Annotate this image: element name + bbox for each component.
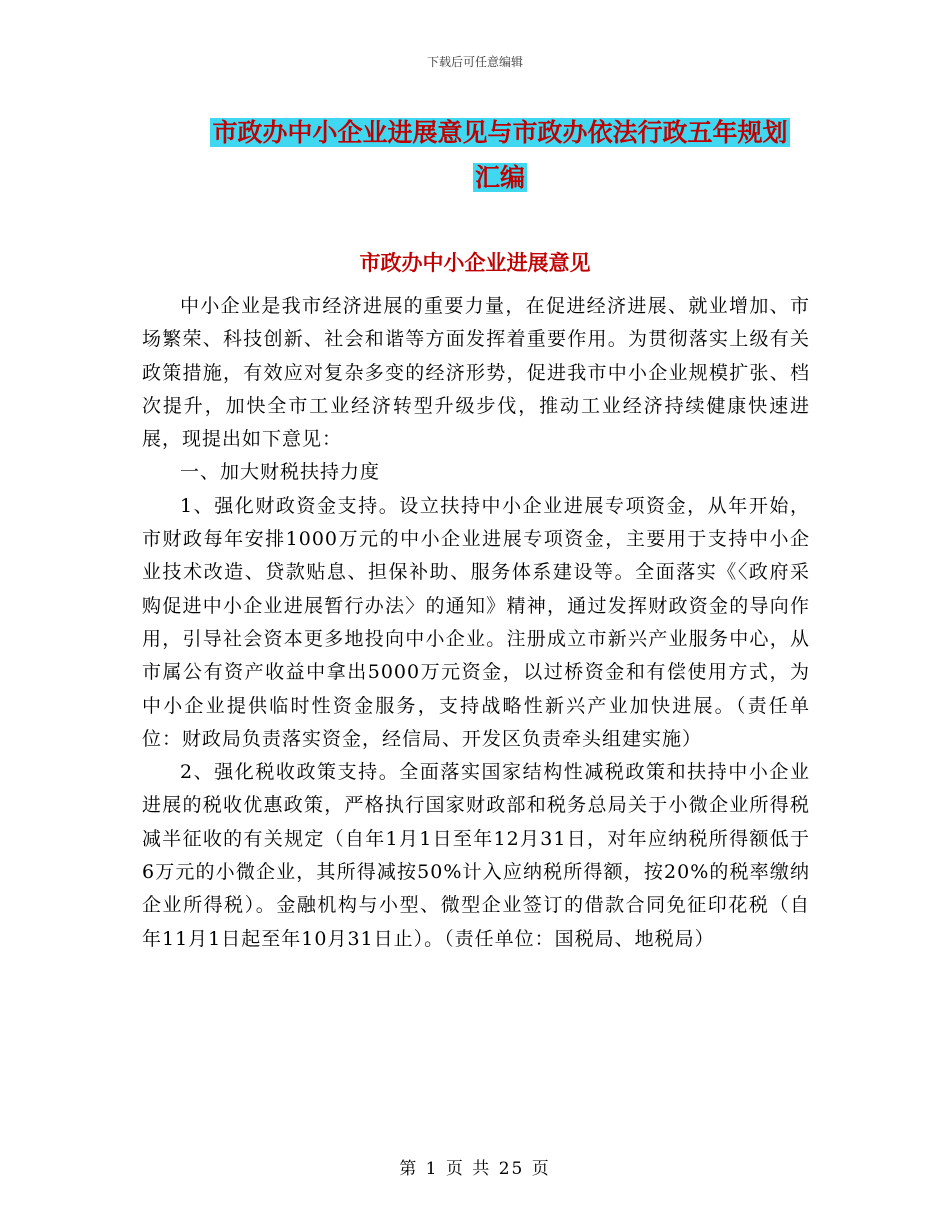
- document-body: [142, 290, 810, 956]
- document-title: [160, 110, 840, 200]
- document-title-line-1: 市政办中小企业进展意见与市政办依法行政五年规划: [212, 118, 788, 147]
- document-title-line-2: 汇编: [474, 163, 525, 192]
- page-footer: 第 1 页 共 25 页: [399, 1159, 551, 1179]
- section-title: 市政办中小企业进展意见: [359, 250, 591, 275]
- paragraph: 中小企业是我市经济进展的重要力量，在促进经济进展、就业增加、市场繁荣、科技创新、社会和谐等方面发挥着重要作用。为贯彻落实上级有关政策措施，有效应对复杂多变的经济形势，促进我市中小企业规模扩张、档次提升，加快全市工业经济转型升级步伐，推动工业经济持续健康快速进展，现提出如下意见：: [142, 295, 810, 451]
- paragraph: 2、强化税收政策支持。全面落实国家结构性减税政策和扶持中小企业进展的税收优惠政策，严格执行国家财政部和税务总局关于小微企业所得税减半征收的有关规定（自年1月1日至年12月31日，对年应纳税所得额低于6万元的小微企业，其所得减按50%计入应纳税所得额，按20%的税率缴纳企业所得税）。金融机构与小型、微型企业签订的借款合同免征印花税（自年11月1日起至年10月31日止）。（责任单位：国税局、地税局）: [142, 761, 810, 950]
- paragraph: 一、加大财税扶持力度: [180, 461, 381, 484]
- paragraph: 1、强化财政资金支持。设立扶持中小企业进展专项资金，从年开始，市财政每年安排1000万元的中小企业进展专项资金，主要用于支持中小企业技术改造、贷款贴息、担保补助、服务体系建设等。全面落实《〈政府采购促进中小企业进展暂行办法〉的通知》精神，通过发挥财政资金的导向作用，引导社会资本更多地投向中小企业。注册成立市新兴产业服务中心，从市属公有资产收益中拿出5000万元资金，以过桥资金和有偿使用方式，为中小企业提供临时性资金服务，支持战略性新兴产业加快进展。（责任单位：财政局负责落实资金，经信局、开发区负责牵头组建实施）: [142, 494, 810, 750]
- header-note: 下载后可任意编辑: [426, 55, 523, 69]
